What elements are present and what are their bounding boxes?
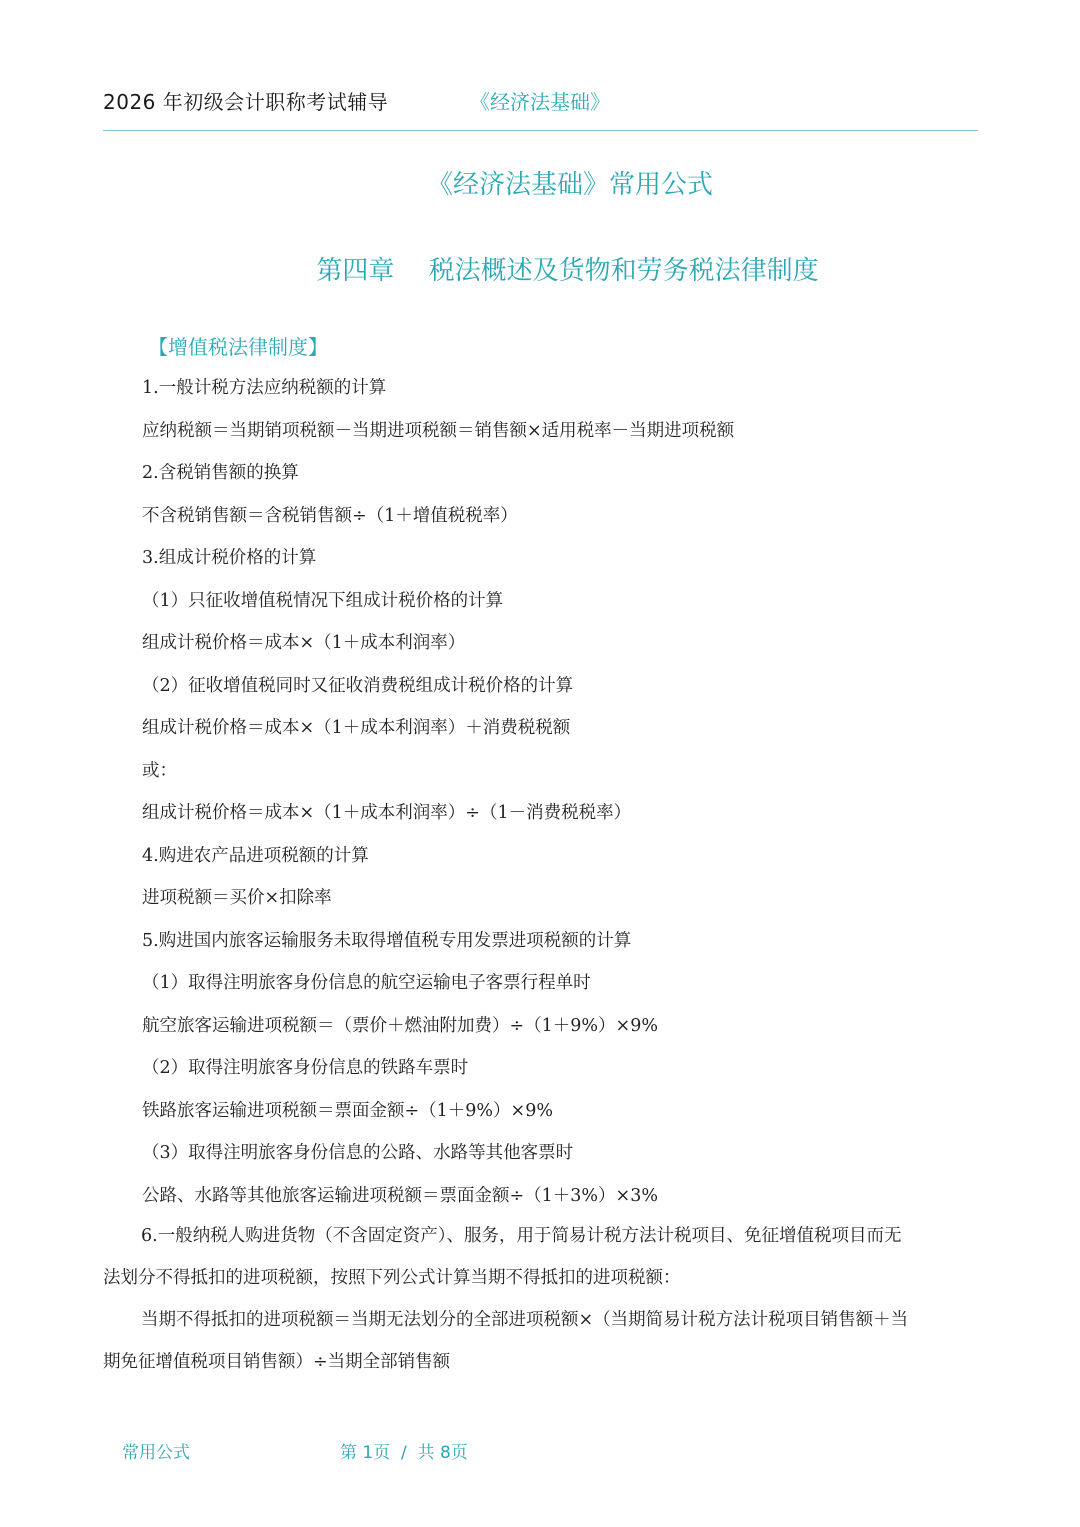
formula-line: 期免征增值税项目销售额）÷当期全部销售额 bbox=[103, 1352, 451, 1372]
formula-line: 组成计税价格＝成本×（1＋成本利润率）＋消费税税额 bbox=[142, 718, 571, 738]
formula-line: 应纳税额＝当期销项税额－当期进项税额＝销售额×适用税率－当期进项税额 bbox=[142, 420, 735, 441]
header-book-title: 《经济法基础》 bbox=[470, 90, 610, 114]
sub-item-heading: （2）征收增值税同时又征收消费税组成计税价格的计算 bbox=[142, 675, 574, 696]
formula-line: 组成计税价格＝成本×（1＋成本利润率）÷（1－消费税税率） bbox=[142, 803, 632, 823]
header-divider bbox=[103, 130, 978, 131]
formula-line: 铁路旅客运输进项税额＝票面金额÷（1＋9%）×9% bbox=[142, 1100, 553, 1121]
sub-item-heading: （2）取得注明旅客身份信息的铁路车票时 bbox=[142, 1058, 469, 1078]
sub-item-heading: （1）取得注明旅客身份信息的航空运输电子客票行程单时 bbox=[142, 973, 591, 993]
connector-text: 或： bbox=[142, 760, 177, 781]
sub-item-heading: （1）只征收增值税情况下组成计税价格的计算 bbox=[142, 590, 504, 611]
header-course-title: 2026 年初级会计职称考试辅导 bbox=[103, 90, 389, 114]
page-indicator: 第 1页 / 共 8页 bbox=[340, 1443, 468, 1463]
formula-list bbox=[142, 372, 982, 1222]
formula-line: 进项税额＝买价×扣除率 bbox=[142, 888, 332, 908]
item-heading: 4.购进农产品进项税额的计算 bbox=[142, 845, 369, 866]
item-heading: 5.购进国内旅客运输服务未取得增值税专用发票进项税额的计算 bbox=[142, 930, 632, 951]
document-title: 《经济法基础》常用公式 bbox=[426, 170, 713, 200]
paragraph-line: 6.一般纳税人购进货物（不含固定资产）、服务，用于简易计税方法计税项目、免征增值税项目而无 bbox=[141, 1226, 902, 1246]
item-heading: 2.含税销售额的换算 bbox=[142, 463, 299, 483]
footer-label: 常用公式 bbox=[122, 1443, 190, 1463]
formula-line: 公路、水路等其他旅客运输进项税额＝票面金额÷（1＋3%）×3% bbox=[142, 1185, 658, 1206]
section-title: 【增值税法律制度】 bbox=[148, 335, 328, 359]
item-heading: 3.组成计税价格的计算 bbox=[142, 548, 317, 568]
sub-item-heading: （3）取得注明旅客身份信息的公路、水路等其他客票时 bbox=[142, 1143, 574, 1163]
formula-line: 航空旅客运输进项税额＝（票价＋燃油附加费）÷（1＋9%）×9% bbox=[142, 1015, 658, 1036]
formula-line: 组成计税价格＝成本×（1＋成本利润率） bbox=[142, 633, 466, 653]
chapter-title: 第四章 税法概述及货物和劳务税法律制度 bbox=[316, 256, 819, 286]
formula-line: 不含税销售额＝含税销售额÷（1＋增值税税率） bbox=[142, 505, 518, 526]
paragraph-line: 法划分不得抵扣的进项税额，按照下列公式计算当期不得抵扣的进项税额： bbox=[103, 1268, 681, 1288]
paragraph-item-6 bbox=[103, 1220, 979, 1388]
formula-line: 当期不得抵扣的进项税额＝当期无法划分的全部进项税额×（当期简易计税方法计税项目销售额＋当 bbox=[141, 1310, 909, 1330]
item-heading: 1.一般计税方法应纳税额的计算 bbox=[142, 378, 387, 398]
